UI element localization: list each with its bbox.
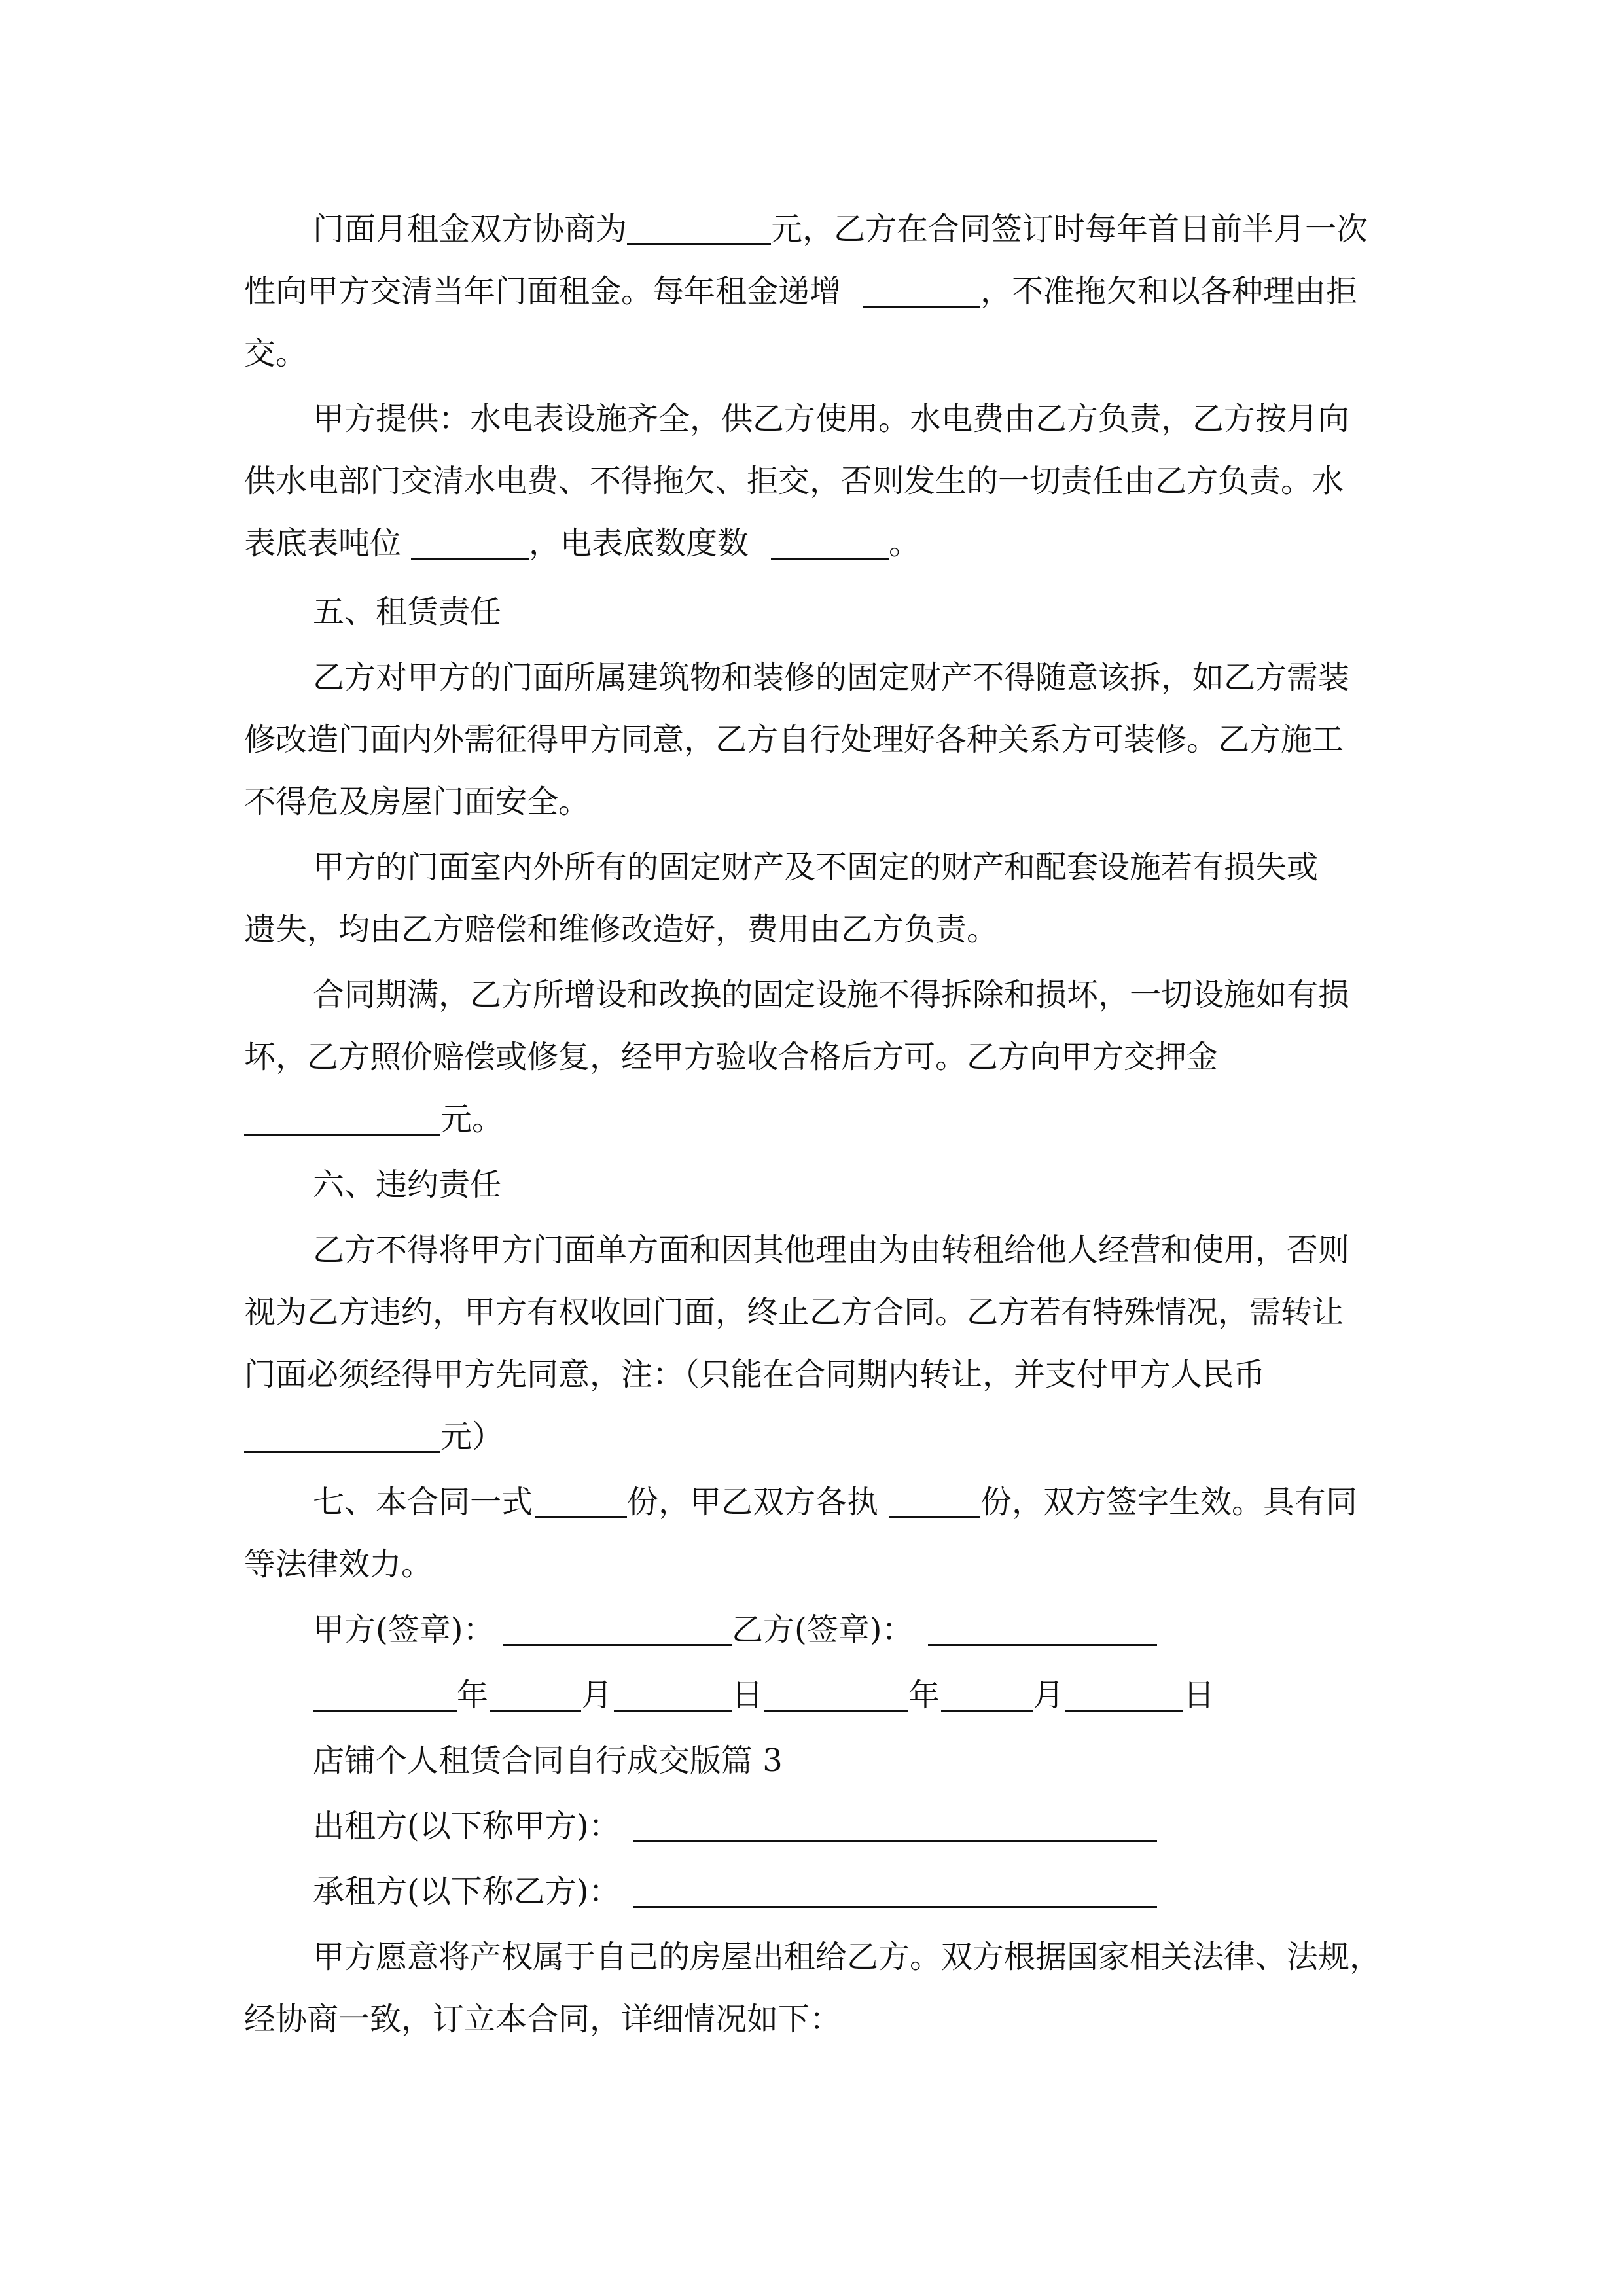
- lessee-name-blank: [633, 1877, 1157, 1908]
- copies-paragraph-line: [0, 1476, 1623, 1528]
- heading-text: 六、违约责任: [313, 1166, 502, 1203]
- deposit-amount-blank: [244, 1105, 440, 1136]
- electric-meter-blank: [771, 529, 889, 560]
- party-a-signature-label: 甲方(签章)：: [313, 1611, 495, 1648]
- text-segment: 遗失，均由乙方赔偿和维修改造好，费用由乙方负责。: [244, 911, 999, 948]
- text-segment: 经协商一致，订立本合同，详细情况如下：: [244, 2001, 842, 2037]
- expiry-paragraph-line: [0, 1093, 1623, 1145]
- lessor-name-blank: [633, 1812, 1157, 1842]
- text-segment: 门面月租金双方协商为: [313, 211, 628, 247]
- year-blank: [764, 1681, 908, 1712]
- month-blank: [941, 1681, 1033, 1712]
- text-segment: 份，双方签字生效。具有同: [980, 1484, 1358, 1520]
- text-segment: 份，甲乙双方各执: [627, 1484, 879, 1520]
- utilities-paragraph-line: [0, 455, 1623, 507]
- date-line: [0, 1669, 1623, 1721]
- breach-paragraph-line: [0, 1286, 1623, 1338]
- section-heading: [0, 1158, 1623, 1211]
- liability-paragraph-line: [0, 776, 1623, 828]
- title-text: 店铺个人租赁合同自行成交版篇 3: [313, 1742, 783, 1779]
- water-meter-blank: [411, 529, 529, 560]
- text-segment: 甲方愿意将产权属于自己的房屋出租给乙方。双方根据国家相关法律、法规，: [313, 1939, 1382, 1975]
- utilities-paragraph-line: [0, 393, 1623, 445]
- text-segment: 甲方提供：水电表设施齐全，供乙方使用。水电费由乙方负责，乙方按月向: [313, 401, 1350, 437]
- property-paragraph-line: [0, 841, 1623, 893]
- property-paragraph-line: [0, 903, 1623, 956]
- text-segment: 日: [732, 1677, 764, 1713]
- text-segment: 元。: [440, 1101, 504, 1138]
- party-b-signature-blank: [928, 1615, 1157, 1646]
- breach-paragraph-line: [0, 1410, 1623, 1463]
- intro-paragraph-line: [0, 1931, 1623, 1983]
- expiry-paragraph-line: [0, 969, 1623, 1021]
- text-segment: 合同期满，乙方所增设和改换的固定设施不得拆除和损坏，一切设施如有损: [313, 977, 1350, 1013]
- rent-increase-blank: [863, 277, 980, 308]
- total-copies-blank: [535, 1488, 627, 1518]
- text-segment: 乙方不得将甲方门面单方面和因其他理由为由转租给他人经营和使用，否则: [313, 1232, 1350, 1268]
- text-segment: 坏，乙方照价赔偿或修复，经甲方验收合格后方可。乙方向甲方交押金: [244, 1039, 1219, 1075]
- liability-paragraph-line: [0, 651, 1623, 704]
- section-heading: [0, 586, 1623, 638]
- expiry-paragraph-line: [0, 1031, 1623, 1083]
- copies-paragraph-line: [0, 1538, 1623, 1590]
- intro-paragraph-line: [0, 1993, 1623, 2045]
- text-segment: 等法律效力。: [244, 1546, 433, 1583]
- each-party-copies-blank: [889, 1488, 980, 1518]
- rent-amount-blank: [627, 215, 771, 245]
- day-blank: [1065, 1681, 1183, 1712]
- text-segment: 年: [908, 1677, 940, 1713]
- signature-line: [0, 1604, 1623, 1656]
- text-segment: 甲方的门面室内外所有的固定财产及不固定的财产和配套设施若有损失或: [313, 849, 1319, 886]
- text-segment: ，不准拖欠和以各种理由拒: [980, 273, 1358, 310]
- party-a-signature-blank: [503, 1615, 732, 1646]
- rent-paragraph-line: [0, 203, 1623, 255]
- text-segment: 修改造门面内外需征得甲方同意，乙方自行处理好各种关系方可装修。乙方施工: [244, 721, 1344, 758]
- text-segment: 乙方对甲方的门面所属建筑物和装修的固定财产不得随意该拆，如乙方需装: [313, 659, 1350, 696]
- text-segment: ，电表底数度数: [529, 525, 749, 562]
- party-b-signature-label: 乙方(签章)：: [732, 1611, 914, 1648]
- month-blank: [490, 1681, 581, 1712]
- text-segment: 供水电部门交清水电费、不得拖欠、拒交，否则发生的一切责任由乙方负责。水: [244, 463, 1344, 499]
- rent-paragraph-line: [0, 327, 1623, 380]
- text-segment: 。: [889, 525, 921, 562]
- heading-text: 五、租赁责任: [313, 594, 502, 630]
- text-segment: 表底表吨位: [244, 525, 402, 562]
- text-segment: 元，乙方在合同签订时每年首日前半月一次: [771, 211, 1368, 247]
- text-segment: 元）: [440, 1418, 504, 1455]
- utilities-paragraph-line: [0, 517, 1623, 569]
- breach-paragraph-line: [0, 1348, 1623, 1401]
- lessor-line: [0, 1800, 1623, 1852]
- text-segment: 年: [457, 1677, 489, 1713]
- breach-paragraph-line: [0, 1224, 1623, 1276]
- contract-title: [0, 1734, 1623, 1787]
- liability-paragraph-line: [0, 713, 1623, 766]
- day-blank: [614, 1681, 732, 1712]
- lessor-label: 出租方(以下称甲方)：: [313, 1808, 620, 1844]
- transfer-fee-blank: [244, 1422, 440, 1453]
- lessee-line: [0, 1865, 1623, 1918]
- text-segment: 不得危及房屋门面安全。: [244, 783, 590, 820]
- text-segment: 门面必须经得甲方先同意，注：（只能在合同期内转让，并支付甲方人民币: [244, 1356, 1266, 1393]
- text-segment: 性向甲方交清当年门面租金。每年租金递增: [244, 273, 842, 310]
- text-segment: 月: [1033, 1677, 1065, 1713]
- lessee-label: 承租方(以下称乙方)：: [313, 1873, 620, 1910]
- text-segment: 七、本合同一式: [313, 1484, 533, 1520]
- text-segment: 日: [1183, 1677, 1215, 1713]
- year-blank: [313, 1681, 457, 1712]
- text-segment: 交。: [244, 335, 308, 372]
- text-segment: 视为乙方违约，甲方有权收回门面，终止乙方合同。乙方若有特殊情况，需转让: [244, 1294, 1344, 1331]
- text-segment: 月: [581, 1677, 613, 1713]
- rent-paragraph-line: [0, 265, 1623, 317]
